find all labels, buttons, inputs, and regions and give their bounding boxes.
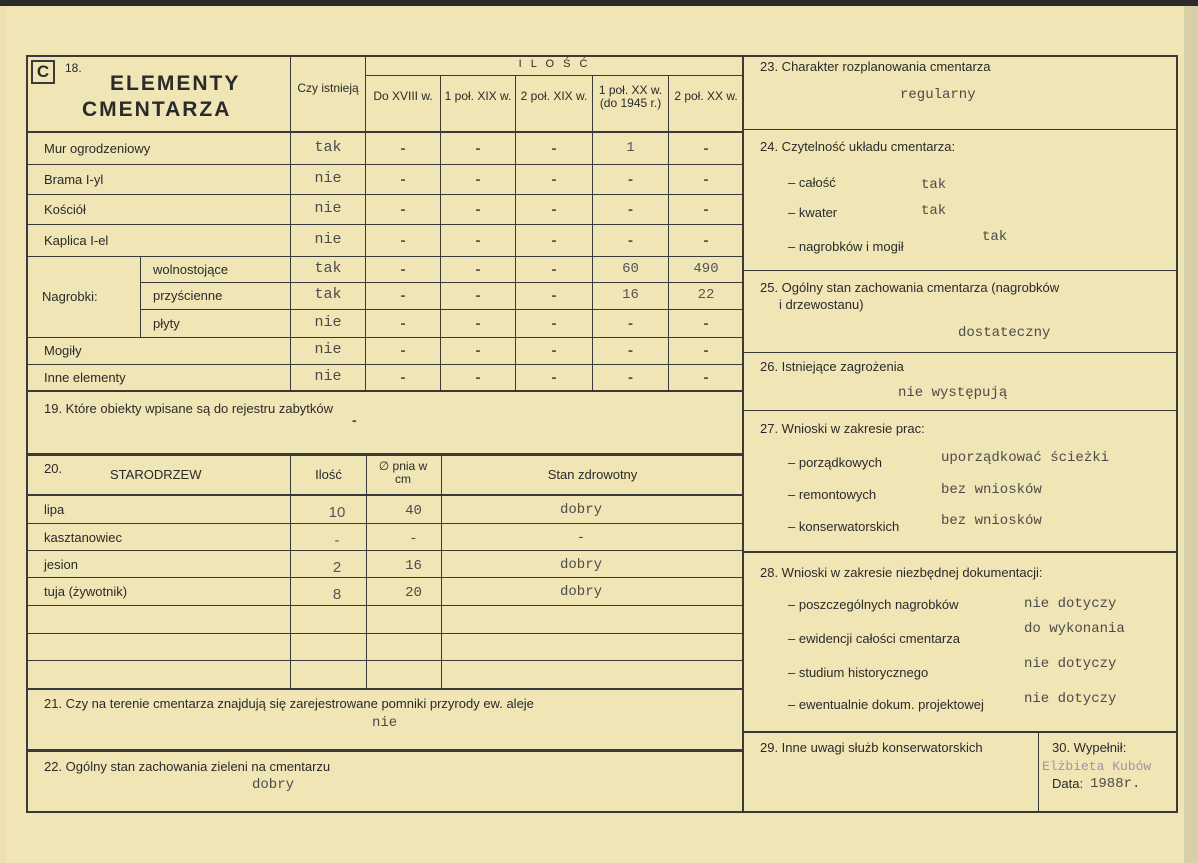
tree-row-health: dobry (559, 502, 602, 518)
period-header-0: Do XVIII w. (373, 89, 433, 103)
card-edge (1184, 6, 1198, 863)
element-row-qty: - (400, 287, 406, 304)
period-header-2: 2 poł. XIX w. (520, 89, 588, 103)
tree-row-name: lipa (44, 502, 65, 517)
element-row-qty: - (628, 369, 633, 386)
section-23-label: 23. Charakter rozplanowania cmentarza (760, 59, 991, 74)
element-row-qty: - (475, 314, 481, 332)
filled-by-stamp: Elżbieta Kubów (1042, 759, 1152, 774)
element-row-exists: nie (314, 230, 342, 248)
element-row-qty: 22 (697, 287, 715, 303)
element-row-qty: - (628, 231, 633, 249)
tree-row-health: dobry (559, 557, 602, 573)
tree-row-diameter: - (409, 531, 418, 547)
section-29-label: 29. Inne uwagi służb konserwatorskich (760, 740, 983, 755)
element-row-qty: - (551, 342, 557, 359)
element-row-qty: - (551, 170, 557, 188)
element-row-qty: 1 (626, 139, 635, 156)
element-row-qty: - (628, 342, 633, 359)
works-item-label: – porządkowych (788, 455, 882, 470)
section-22-value: dobry (252, 777, 295, 793)
tree-row-name: jesion (44, 557, 78, 572)
period-header-1: 1 poł. XIX w. (444, 89, 512, 103)
element-row-qty: - (475, 260, 481, 278)
tombstones-group-label: Nagrobki: (42, 289, 98, 304)
element-row-label: przyścienne (153, 288, 223, 303)
element-row-qty: - (551, 314, 557, 332)
element-row-exists: nie (314, 199, 342, 217)
element-row-qty: - (551, 200, 557, 218)
element-row-qty: - (400, 369, 406, 386)
element-row-label: Mogiły (44, 343, 82, 358)
section-18-number: 18. (65, 61, 82, 75)
element-row-label: wolnostojące (153, 261, 229, 277)
documentation-item-value: nie dotyczy (1024, 656, 1117, 672)
element-row-qty: - (703, 342, 709, 359)
element-row-qty: - (475, 200, 481, 218)
element-row-label: Brama I-yl (44, 171, 104, 187)
element-row-label: Inne elementy (44, 370, 126, 385)
element-row-qty: - (703, 170, 709, 188)
section-19-label: 19. Które obiekty wpisane są do rejestru zabytków (44, 401, 334, 416)
documentation-item-label: – ewidencji całości cmentarza (788, 631, 960, 646)
element-row-label: Mur ogrodzeniowy (44, 140, 151, 156)
element-row-exists: nie (314, 368, 342, 385)
element-row-exists: tak (314, 259, 342, 277)
section-27-label: 27. Wnioski w zakresie prac: (760, 421, 925, 436)
element-row-qty: - (551, 231, 557, 249)
documentation-item-value: nie dotyczy (1024, 691, 1117, 707)
tree-row-diameter: 20 (405, 585, 422, 601)
element-row-qty: 60 (622, 260, 639, 277)
legibility-item-value: tak (921, 177, 947, 193)
element-row-qty: 16 (622, 287, 639, 303)
element-row-exists: tak (314, 138, 342, 156)
documentation-item-label: – poszczególnych nagrobków (788, 597, 959, 612)
section-26-label: 26. Istniejące zagrożenia (760, 359, 904, 374)
element-row-qty: - (551, 369, 557, 386)
element-row-label: Kościół (44, 201, 86, 217)
tree-row-health: dobry (559, 584, 602, 600)
section-26-value: nie występują (898, 385, 1008, 401)
col-header-trunk-diameter: ∅ pnia w cm (378, 459, 428, 487)
element-row-qty: - (475, 287, 481, 304)
element-row-qty: - (400, 170, 406, 188)
element-row-qty: - (551, 139, 557, 157)
date-value: 1988r. (1090, 776, 1141, 792)
section-19 (26, 390, 744, 455)
tree-row-diameter: 16 (405, 558, 422, 574)
element-row-qty: - (400, 260, 406, 278)
legibility-item-label: – całość (788, 175, 836, 190)
section-20-number: 20. (44, 461, 63, 476)
section-28-label: 28. Wnioski w zakresie niezbędnej dokumentacji: (760, 565, 1043, 580)
element-row-qty: - (551, 287, 557, 304)
section-20-title: STARODRZEW (110, 467, 202, 482)
section-25-label-2: i drzewostanu) (779, 297, 864, 312)
element-row-qty: - (400, 342, 406, 359)
element-row-qty: - (628, 200, 633, 218)
element-row-qty: - (703, 314, 709, 332)
element-row-qty: - (475, 342, 481, 359)
section-18-title-2: CMENTARZA (82, 98, 232, 121)
period-header-4: 2 poł. XX w. (674, 89, 738, 103)
element-row-exists: nie (314, 313, 342, 331)
col-header-health: Stan zdrowotny (547, 467, 638, 482)
section-25-label-1: 25. Ogólny stan zachowania cmentarza (nagrobków (760, 280, 1060, 295)
date-label: Data: (1052, 776, 1084, 791)
element-row-qty: - (703, 369, 709, 386)
legibility-item-value: tak (921, 203, 947, 219)
section-19-value: - (352, 412, 357, 428)
section-30-label: 30. Wypełnił: (1052, 740, 1127, 755)
element-row-qty: - (703, 200, 709, 218)
works-item-value: bez wniosków (941, 482, 1042, 498)
element-row-label: Kaplica I-el (44, 232, 109, 248)
tree-row-diameter: 40 (405, 503, 422, 519)
element-row-qty: - (400, 200, 406, 218)
element-row-exists: nie (314, 169, 342, 187)
element-row-label: płyty (153, 315, 180, 331)
section-21-value: nie (372, 715, 398, 731)
section-23-value: regularny (900, 87, 976, 103)
section-22-label: 22. Ogólny stan zachowania zieleni na cmentarzu (44, 759, 331, 774)
element-row-qty: - (628, 170, 633, 188)
period-header-3: 1 poł. XX w. (do 1945 r.) (598, 83, 663, 110)
legibility-item-label: – kwater (788, 205, 838, 220)
tree-row-name: tuja (żywotnik) (44, 584, 128, 599)
legibility-item-label: – nagrobków i mogił (788, 239, 904, 254)
col-header-quantity: I L O Ś Ć (518, 58, 591, 70)
tree-row-qty: 8 (332, 586, 342, 603)
element-row-qty: - (475, 231, 481, 249)
element-row-qty: - (475, 139, 481, 157)
col-header-exists: Czy istnieją (297, 81, 359, 95)
element-row-qty: - (703, 139, 709, 157)
works-item-value: bez wniosków (941, 513, 1042, 529)
documentation-item-value: do wykonania (1024, 621, 1125, 637)
element-row-qty: - (475, 369, 481, 386)
documentation-item-label: – studium historycznego (788, 665, 929, 680)
element-row-qty: - (551, 260, 557, 278)
tree-row-qty: - (334, 532, 340, 549)
section-18-title-1: ELEMENTY (110, 72, 241, 95)
element-row-qty: - (628, 314, 633, 332)
tree-row-name: kasztanowiec (44, 530, 123, 545)
section-21-label: 21. Czy na terenie cmentarza znajdują się zarejestrowane pomniki przyrody ew. aleje (44, 696, 534, 711)
documentation-item-label: – ewentualnie dokum. projektowej (788, 697, 984, 712)
tree-row-qty: 2 (332, 559, 342, 576)
form-letter-badge: C (31, 60, 55, 84)
element-row-exists: nie (314, 341, 342, 358)
documentation-item-value: nie dotyczy (1024, 596, 1117, 612)
element-row-qty: - (703, 231, 709, 249)
section-25-value: dostateczny (958, 325, 1051, 341)
works-item-value: uporządkować ścieżki (941, 450, 1110, 466)
element-row-qty: - (400, 139, 406, 157)
col-header-tree-qty: Ilość (315, 467, 342, 482)
works-item-label: – konserwatorskich (788, 519, 900, 534)
element-row-qty: - (475, 170, 481, 188)
element-row-qty: 490 (693, 260, 719, 277)
section-24-label: 24. Czytelność układu cmentarza: (760, 139, 956, 154)
tree-row-qty: 10 (328, 504, 346, 521)
works-item-label: – remontowych (788, 487, 877, 502)
element-row-qty: - (400, 314, 406, 332)
tree-row-health: - (576, 530, 586, 546)
legibility-item-value: tak (982, 229, 1008, 245)
element-row-qty: - (400, 231, 406, 249)
element-row-exists: tak (314, 286, 342, 303)
